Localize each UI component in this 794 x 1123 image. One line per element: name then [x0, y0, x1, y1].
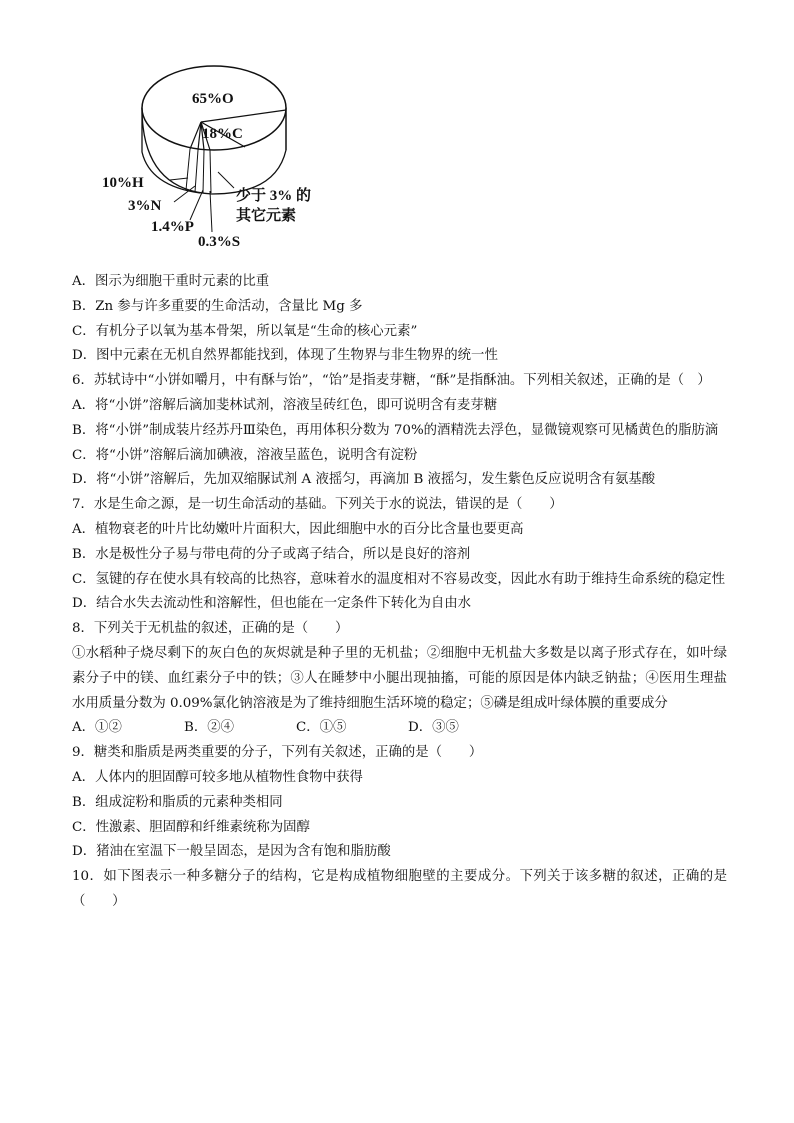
q6-stem: 6．苏轼诗中“小饼如嚼月，中有酥与饴”，“饴”是指麦芽糖，“酥”是指酥油。下列相关叙述，正确的是（ ）	[72, 373, 711, 389]
label-phosphorus: 1.4%P	[151, 219, 194, 235]
label-hydrogen: 10%H	[102, 175, 144, 191]
q8-options	[72, 716, 727, 741]
label-nitrogen: 3%N	[128, 198, 162, 214]
label-oxygen: 65%O	[192, 91, 234, 107]
q5-option-c: C．有机分子以氧为基本骨架，所以氧是“生命的核心元素”	[72, 323, 418, 339]
leader-s	[210, 191, 212, 232]
q7-option-c: C．氢键的存在使水具有较高的比热容，意味着水的温度相对不容易改变，因此水有助于维持生命系统的稳定性	[72, 571, 725, 587]
q7-option-b: B．水是极性分子易与带电荷的分子或离子结合，所以是良好的溶剂	[72, 546, 471, 562]
label-other-line2: 其它元素	[236, 208, 297, 224]
q8-stem: 8．下列关于无机盐的叙述，正确的是（ ）	[72, 621, 349, 637]
leader-p	[190, 190, 203, 220]
q7-stem: 7．水是生命之源，是一切生命活动的基础。下列关于水的说法，错误的是（ ）	[72, 497, 563, 513]
q6-option-d: D．将“小饼”溶解后，先加双缩脲试剂 A 液摇匀，再滴加 B 液摇匀，发生紫色反应说明含有氨基酸	[72, 472, 656, 488]
q9-option-a: A．人体内的胆固醇可较多地从植物性食物中获得	[72, 769, 363, 785]
q8-option-d: D．③⑤	[408, 720, 459, 736]
q6-option-b: B．将“小饼”制成装片经苏丹Ⅲ染色，再用体积分数为 70%的酒精洗去浮色，显微镜观察可见橘黄色的脂肪滴	[72, 422, 719, 438]
q9-option-c: C．性激素、胆固醇和纤维素统称为固醇	[72, 819, 310, 835]
q7-option-d: D．结合水失去流动性和溶解性，但也能在一定条件下转化为自由水	[72, 596, 472, 612]
q7-option-a: A．植物衰老的叶片比幼嫩叶片面积大，因此细胞中水的百分比含量也要更高	[72, 521, 524, 537]
label-carbon: 18%C	[202, 126, 243, 142]
element-composition-pie-figure	[90, 60, 390, 260]
label-sulfur: 0.3%S	[198, 234, 241, 250]
q8-option-b: B．②④	[184, 720, 235, 736]
q10-stem: 10．如下图表示一种多糖分子的结构，它是构成植物细胞壁的主要成分。下列关于该多糖的叙述，正确的是（ ）	[72, 869, 727, 909]
q9-option-d: D．猪油在室温下一般呈固态，是因为含有饱和脂肪酸	[72, 844, 391, 860]
q9-stem: 9．糖类和脂质是两类重要的分子，下列有关叙述，正确的是（ ）	[72, 745, 483, 761]
q9-option-b: B．组成淀粉和脂质的元素种类相同	[72, 794, 283, 810]
q8-option-a: A．①②	[72, 720, 122, 736]
q5-option-d: D．图中元素在无机自然界都能找到，体现了生物界与非生物界的统一性	[72, 348, 498, 364]
q8-statements: ①水稻种子烧尽剩下的灰白色的灰烬就是种子里的无机盐；②细胞中无机盐大多数是以离子形式存在，如叶绿素分子中的镁、血红素分子中的铁；③人在睡梦中小腿出现抽搐，可能的原因是体内缺乏钠盐；④医用生理盐水用质量分数为 0.09%氯化钠溶液是为了维持细胞生活环境的稳定；⑤磷是组成叶绿体膜的重要成分	[72, 645, 727, 711]
q5-option-b: B．Zn 参与许多重要的生命活动，含量比 Mg 多	[72, 298, 363, 314]
q8-option-c: C．①⑤	[296, 720, 347, 736]
q5-option-a: A．图示为细胞干重时元素的比重	[72, 274, 270, 289]
label-other-line1: 少于 3% 的	[236, 188, 312, 204]
pie-chart-3d	[90, 60, 390, 260]
q6-option-c: C．将“小饼”溶解后滴加碘液，溶液呈蓝色，说明含有淀粉	[72, 447, 418, 463]
question-text-body	[72, 270, 727, 915]
q6-option-a: A．将“小饼”溶解后滴加斐林试剂，溶液呈砖红色，即可说明含有麦芽糖	[72, 397, 498, 413]
